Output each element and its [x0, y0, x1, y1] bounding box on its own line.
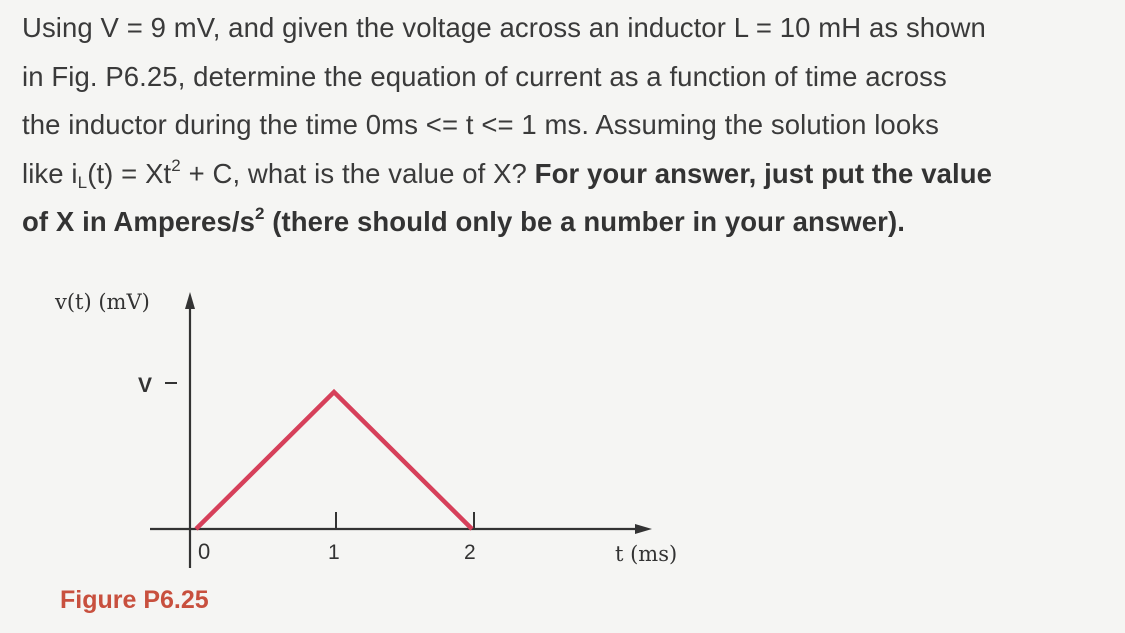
line4-subscript: L: [77, 172, 88, 192]
x-tick-label-0: 0: [198, 539, 211, 564]
y-axis-arrow: [185, 292, 195, 309]
line4-text-b: (t) = Xt: [87, 157, 172, 189]
x-axis-label: t (ms): [615, 542, 678, 566]
y-axis-label: v(t) (mV): [55, 290, 150, 314]
line5-text-b: (there should only be a number in your answer).: [264, 206, 905, 237]
figure-caption: Figure P6.25: [60, 586, 209, 614]
problem-line-2: in Fig. P6.25, determine the equation of current as a function of time across: [22, 60, 947, 92]
v-level-label: V: [138, 374, 153, 397]
problem-line-1: Using V = 9 mV, and given the voltage across an inductor L = 10 mH as shown: [22, 12, 986, 43]
problem-line-3: the inductor during the time 0ms <= t <= 1 ms. Assuming the solution looks: [22, 109, 939, 140]
x-tick-label-2: 2: [464, 541, 476, 564]
line5-superscript: 2: [254, 204, 265, 223]
x-axis-arrow: [635, 524, 652, 534]
voltage-waveform: [196, 392, 472, 529]
line4-superscript: 2: [171, 155, 181, 175]
answer-instruction-bold: For your answer, just put the value: [534, 157, 993, 189]
x-tick-label-1: 1: [328, 541, 340, 564]
line4-text-a: like i: [22, 157, 78, 189]
line5-text-a: of X in Amperes/s: [22, 206, 255, 237]
line4-text-c: + C, what is the value of X?: [180, 157, 535, 189]
